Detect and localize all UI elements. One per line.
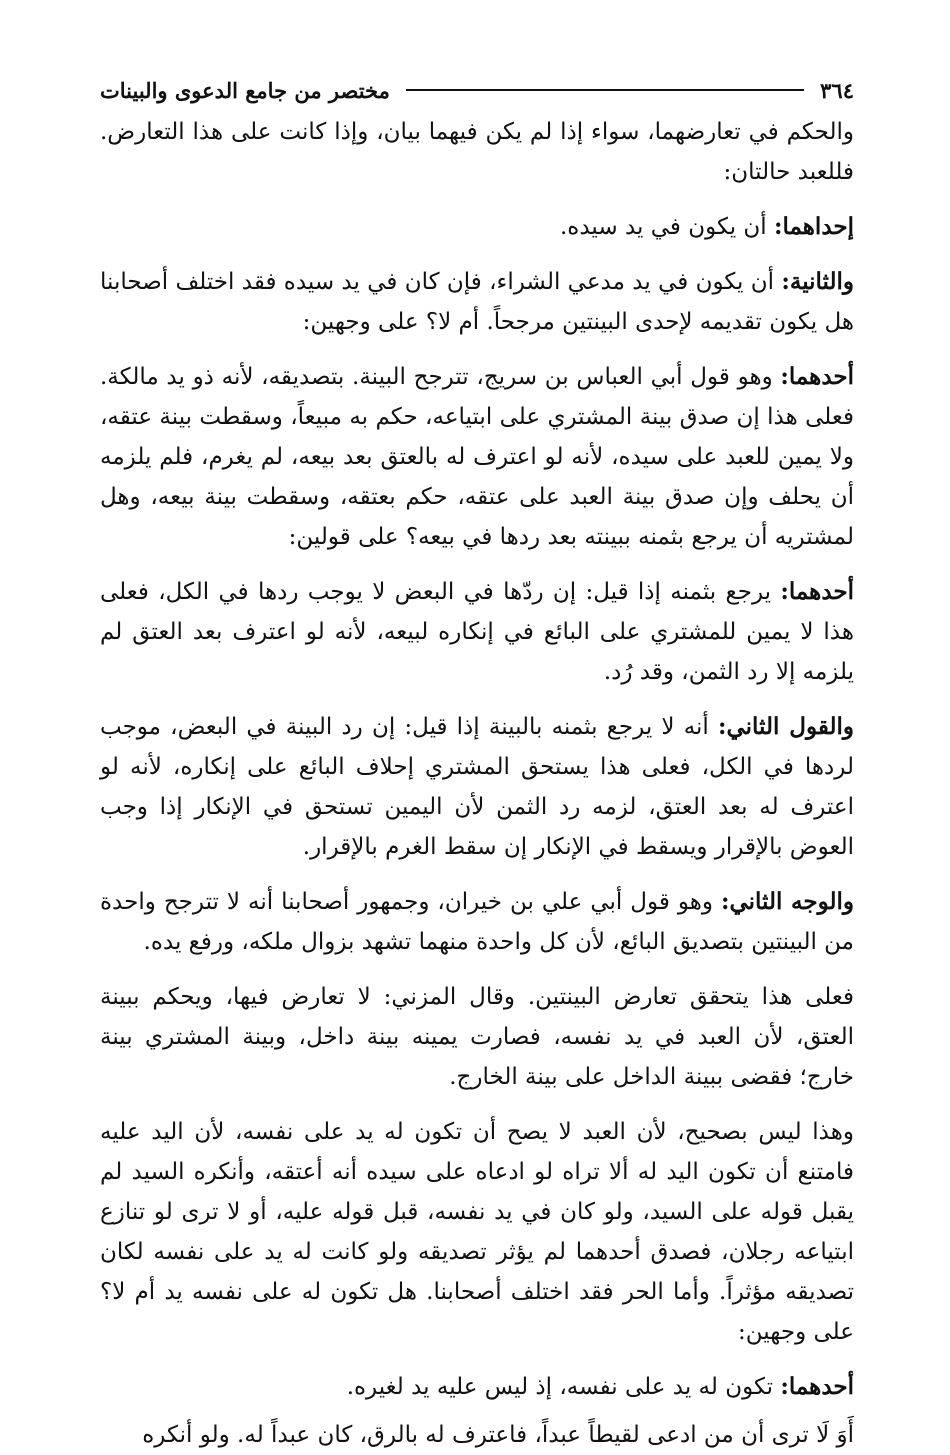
paragraph-lead: أحدهما: — [780, 578, 854, 605]
paragraph-first-state — [100, 207, 854, 247]
paragraph-text: أن يكون في يد مدعي الشراء، فإن كان في يد سيده فقد اختلف أصحابنا هل يكون تقديمه لإحدى البينتين مرجحاً. أم لا؟ على وجهين: — [100, 269, 854, 335]
paragraph-text: أنه لا يرجع بثمنه بالبينة إذا قيل: إن رد البينة في البعض، موجب لردها في الكل، فعلى هذا يستحق المشتري إحلاف البائع على إنكاره، لأنه لو اعترف له بعد العتق، لزمه رد الثمن لأن اليمين تستحق في الإنكار إذا وجب العوض بالإقرار ويسقط في الإنكار إن سقط الغرم بالإقرار. — [100, 714, 854, 860]
paragraph-text: يرجع بثمنه إذا قيل: إن ردّها في البعض لا يوجب ردها في الكل، فعلى هذا لا يمين للمشتري على البائع في إنكاره لبيعه، لأنه لو اعترف بعد العتق لم يلزمه إلا رد الثمن، وقد رُد. — [100, 579, 854, 685]
paragraph-second-saying — [100, 707, 854, 867]
paragraph-intro — [100, 112, 854, 192]
paragraph-text: وهو قول أبي العباس بن سريج، تترجح البينة. بتصديقه، لأنه ذو يد مالكة. فعلى هذا إن صدق بينة المشتري على ابتياعه، حكم به مبيعاً، وسقطت بينة عتقه، ولا يمين للعبد على سيده، لأنه لو اعترف له بالعتق بعد بيعه، لم يغرم، فلم يلزمه أن يحلف وإن صدق بينة العبد على عتقه، حكم بعتقه، وسقطت بينة بيعه، وهل لمشتريه أن يرجع بثمنه ببينته بعد ردها في بيعه؟ على قولين: — [100, 364, 854, 550]
paragraph-text: فعلى هذا يتحقق تعارض البينتين. وقال المزني: لا تعارض فيها، ويحكم ببينة العتق، لأن العبد في يد نفسه، فصارت يمينه بينة داخل، وبينة المشتري بينة خارج؛ فقضى ببينة الداخل على بينة الخارج. — [100, 984, 854, 1090]
paragraph-lead: والوجه الثاني: — [720, 888, 854, 915]
paragraph-lead: أحدهما: — [780, 1373, 854, 1400]
page-number: ٣٦٤ — [820, 77, 854, 103]
paragraph-lead: والقول الثاني: — [717, 713, 854, 740]
paragraph-text: أَوَ لَا ترى أن من ادعى لقيطاً عبداً، فاعترف له بالرق، كان عبداً له. ولو أنكره — [142, 1422, 854, 1448]
paragraph-lead: إحداهما: — [774, 213, 854, 240]
header-rule — [406, 89, 804, 91]
paragraph-text: وهو قول أبي علي بن خيران، وجمهور أصحابنا أنه لا تترجح واحدة من البينتين بتصديق البائع، لأن كل واحدة منهما تشهد بزوال ملكه، ورفع يده. — [100, 889, 854, 955]
paragraph-first-view — [100, 357, 854, 557]
paragraph-foundling — [100, 1415, 854, 1455]
paragraph-free-person — [100, 1367, 854, 1407]
paragraph-lead: والثانية: — [781, 268, 854, 295]
paragraph-muzani — [100, 977, 854, 1097]
paragraph-refutation — [100, 1112, 854, 1352]
paragraph-text: أن يكون في يد سيده. — [560, 214, 774, 240]
paragraph-text: تكون له يد على نفسه، إذ ليس عليه يد لغيره. — [346, 1374, 781, 1400]
paragraph-second-view — [100, 882, 854, 962]
paragraph-text: والحكم في تعارضهما، سواء إذا لم يكن فيهما بيان، وإذا كانت على هذا التعارض. فللعبد حالتان: — [100, 119, 854, 185]
running-header — [100, 70, 854, 110]
page-body — [100, 112, 854, 1455]
paragraph-lead: أحدهما: — [780, 363, 854, 390]
paragraph-first-saying — [100, 572, 854, 692]
paragraph-second-state — [100, 262, 854, 342]
paragraph-text: وهذا ليس بصحيح، لأن العبد لا يصح أن تكون له يد على نفسه، لأن اليد عليه فامتنع أن تكون اليد له ألا تراه لو ادعاه على سيده أنه أعتقه، وأنكره السيد لم يقبل قوله على السيد، ولو كان في يد نفسه، قبل قوله عليه، أو لا ترى لو تنازع ابتياعه رجلان، فصدق أحدهما لم يؤثر تصديقه ولو كانت له يد على نفسه لكان تصديقه مؤثراً. وأما الحر فقد اختلف أصحابنا. هل تكون له على نفسه يد أم لا؟ على وجهين: — [100, 1119, 854, 1345]
book-title: مختصر من جامع الدعوى والبينات — [100, 77, 390, 103]
